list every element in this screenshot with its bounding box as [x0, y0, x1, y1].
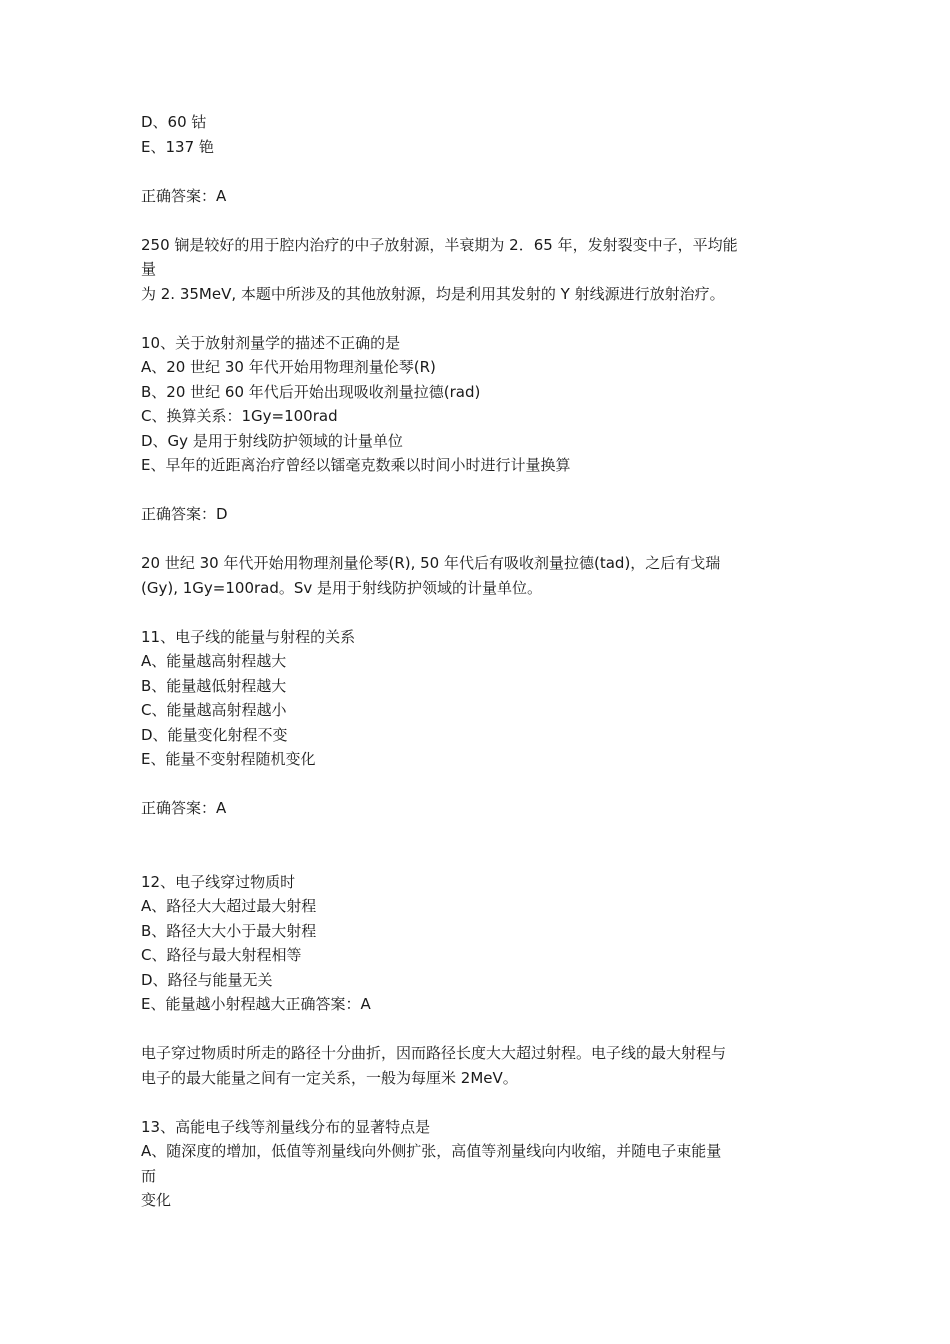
q12-option-b: B、路径大大小于最大射程 — [141, 921, 317, 940]
q9-explanation-line: 250 锎是较好的用于腔内治疗的中子放射源，半衰期为 2．65 年，发射裂变中子，平均能 — [141, 235, 738, 254]
spacer — [141, 1017, 821, 1042]
q10-explanation-line: (Gy), 1Gy=100rad。Sv 是用于射线防护领域的计量单位。 — [141, 578, 543, 597]
q10-explanation-line: 20 世纪 30 年代开始用物理剂量伦琴(R), 50 年代后有吸收剂量拉德(tad)，之后有戈瑞 — [141, 554, 721, 572]
spacer — [141, 478, 821, 503]
spacer — [141, 600, 821, 625]
spacer — [141, 1090, 821, 1115]
q11-answer: 正确答案：A — [141, 799, 227, 817]
spacer — [141, 527, 821, 552]
q11-option-c: C、能量越高射程越小 — [141, 701, 287, 719]
q12-explanation-line: 电子的最大能量之间有一定关系，一般为每厘米 2MeV。 — [141, 1068, 518, 1087]
spacer — [141, 772, 821, 797]
q12-option-e: E、能量越小射程越大正确答案：A — [141, 995, 371, 1013]
q11-option-a: A、能量越高射程越大 — [141, 652, 287, 670]
q12-question: 12、电子线穿过物质时 — [141, 872, 296, 891]
q11-option-b: B、能量越低射程越大 — [141, 676, 287, 695]
q12-option-d: D、路径与能量无关 — [141, 970, 273, 989]
q9-option-e: E、137 铯 — [141, 137, 214, 156]
q10-question: 10、关于放射剂量学的描述不正确的是 — [141, 333, 401, 352]
spacer — [141, 208, 821, 233]
q10-option-b: B、20 世纪 60 年代后开始出现吸收剂量拉德(rad) — [141, 382, 481, 401]
spacer — [141, 821, 821, 870]
spacer — [141, 306, 821, 331]
q10-answer: 正确答案：D — [141, 505, 228, 523]
q9-explanation-line: 量 — [141, 260, 157, 278]
q10-option-c: C、换算关系：1Gy=100rad — [141, 407, 338, 425]
spacer — [141, 159, 821, 184]
q11-option-d: D、能量变化射程不变 — [141, 725, 288, 744]
q12-option-a: A、路径大大超过最大射程 — [141, 897, 317, 915]
q13-option-a-line: 而 — [141, 1166, 157, 1185]
q13-option-a-line: A、随深度的增加，低值等剂量线向外侧扩张，高值等剂量线向内收缩，并随电子束能量 — [141, 1142, 722, 1160]
q11-option-e: E、能量不变射程随机变化 — [141, 750, 316, 768]
q12-option-c: C、路径与最大射程相等 — [141, 946, 302, 964]
q13-question: 13、高能电子线等剂量线分布的显著特点是 — [141, 1117, 431, 1136]
q9-answer: 正确答案：A — [141, 186, 227, 205]
q12-explanation-line: 电子穿过物质时所走的路径十分曲折，因而路径长度大大超过射程。电子线的最大射程与 — [141, 1044, 727, 1062]
q10-option-a: A、20 世纪 30 年代开始用物理剂量伦琴(R) — [141, 358, 436, 376]
q9-option-d: D、60 钴 — [141, 113, 207, 131]
q9-explanation-line: 为 2. 35MeV, 本题中所涉及的其他放射源，均是利用其发射的 Y 射线源进行放射治疗。 — [141, 284, 725, 303]
q10-option-e: E、早年的近距离治疗曾经以镭毫克数乘以时间小时进行计量换算 — [141, 456, 571, 474]
q13-option-a-line: 变化 — [141, 1191, 172, 1209]
document-page — [141, 110, 821, 1213]
q10-option-d: D、Gy 是用于射线防护领域的计量单位 — [141, 431, 403, 450]
q11-question: 11、电子线的能量与射程的关系 — [141, 627, 356, 646]
